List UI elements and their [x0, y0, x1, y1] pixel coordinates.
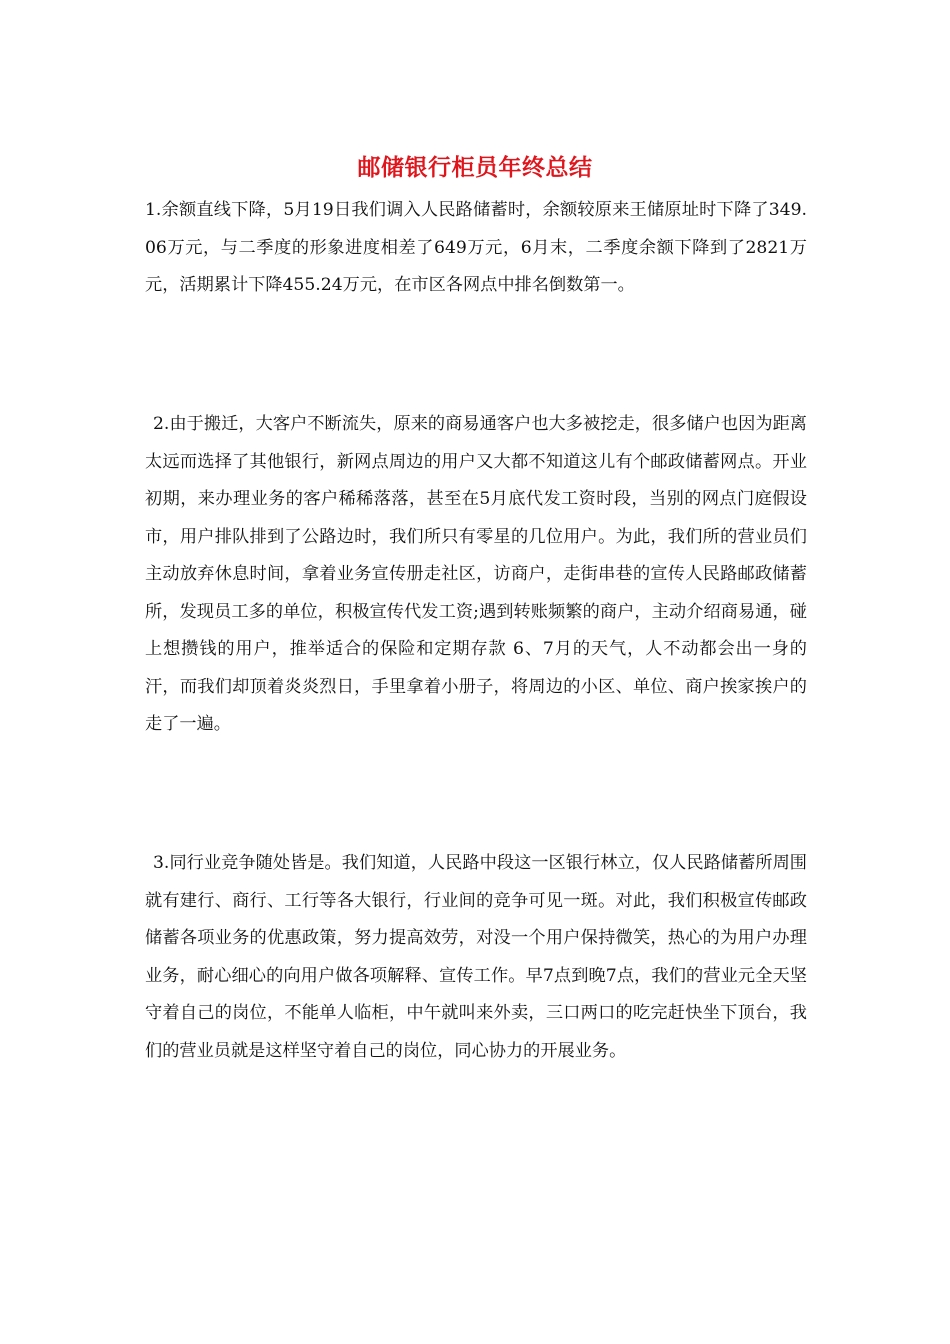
paragraph-2: 2.由于搬迁，大客户不断流失，原来的商易通客户也大多被挖走，很多储户也因为距离太远而选择了其他银行，新网点周边的用户又大都不知道这儿有个邮政储蓄网点。开业初期，来办理业务的客户稀稀落落，甚至在5月底代发工资时段，当别的网点门庭假设市，用户排队排到了公路边时，我们所只有零星的几位用户。为此，我们所的营业员们主动放弃休息时间，拿着业务宣传册走社区，访商户，走街串巷的宣传人民路邮政储蓄所，发现员工多的单位，积极宣传代发工资;遇到转账频繁的商户，主动介绍商易通，碰上想攒钱的用户，推举适合的保险和定期存款 6、7月的天气，人不动都会出一身的汗，而我们却顶着炎炎烈日，手里拿着小册子，将周边的小区、单位、商户挨家挨户的走了一遍。	[145, 414, 807, 734]
paragraph-1: 1.余额直线下降，5月19日我们调入人民路储蓄时，余额较原来王储原址时下降了349.06万元，与二季度的形象进度相差了649万元，6月末，二季度余额下降到了2821万元，活期累计下降455.24万元，在市区各网点中排名倒数第一。	[145, 200, 807, 295]
paragraph-3: 3.同行业竞争随处皆是。我们知道，人民路中段这一区银行林立，仅人民路储蓄所周围就有建行、商行、工行等各大银行，行业间的竞争可见一斑。对此，我们积极宣传邮政储蓄各项业务的优惠政策，努力提高效劳，对没一个用户保持微笑，热心的为用户办理业务，耐心细心的向用户做各项解释、宣传工作。早7点到晚7点，我们的营业元全天坚守着自己的岗位，不能单人临柜，中午就叫来外卖，三口两口的吃完赶快坐下顶台，我们的营业员就是这样坚守着自己的岗位，同心协力的开展业务。	[145, 853, 807, 1061]
document-title: 邮储银行柜员年终总结	[357, 155, 593, 181]
